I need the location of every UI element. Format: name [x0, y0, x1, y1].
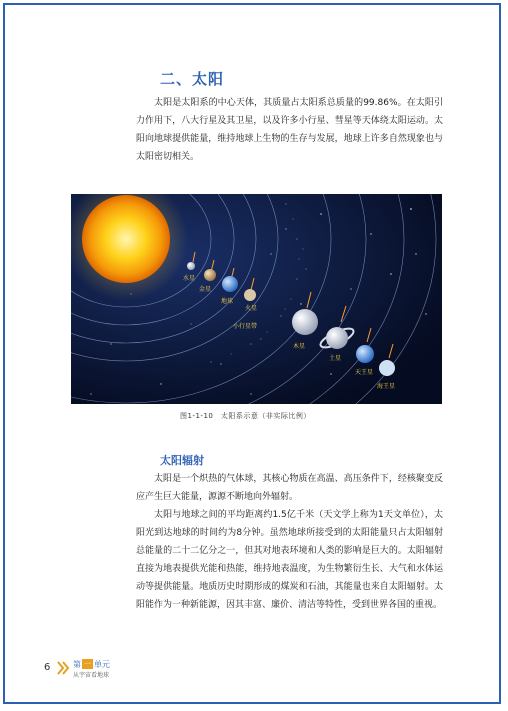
chevron-right-icon — [56, 658, 70, 678]
label-asteroid-belt: 小行星带 — [233, 323, 258, 330]
solar-system-figure — [71, 194, 442, 404]
label-uranus: 天王星 — [355, 369, 374, 376]
solar-system-illustration — [71, 194, 442, 404]
mercury-planet — [187, 262, 195, 270]
label-mercury: 水星 — [183, 275, 196, 282]
venus-planet — [204, 269, 216, 281]
label-jupiter: 木星 — [293, 343, 306, 350]
neptune-planet — [379, 360, 395, 376]
unit-number: 一 — [84, 660, 91, 668]
page-number: 6 — [44, 662, 51, 673]
earth-planet — [222, 276, 238, 292]
mars-planet — [244, 289, 256, 301]
subsection-title: 太阳辐射 — [160, 454, 204, 467]
unit-label — [73, 659, 110, 670]
label-venus: 金星 — [199, 286, 212, 293]
uranus-planet — [356, 345, 374, 363]
radiation-paragraph-1: 太阳是一个炽热的气体球，其核心物质在高温、高压条件下，经核聚变反应产生巨大能量，源源不断地向外辐射。 — [136, 474, 443, 502]
intro-paragraph: 太阳是太阳系的中心天体，其质量占太阳系总质量的99.86%。在太阳引力作用下，八大行星及其卫星，以及许多小行星、彗星等天体绕太阳运动。太阳向地球提供能量，维持地球上生物的生存与发展，地球上许多自然现象也与太阳密切相关。 — [136, 98, 443, 162]
jupiter-planet — [292, 309, 318, 335]
unit-suffix: 单元 — [94, 660, 110, 669]
label-saturn: 土星 — [329, 355, 342, 362]
label-neptune: 海王星 — [377, 383, 396, 390]
label-earth: 地球 — [221, 298, 234, 305]
unit-prefix: 第 — [73, 660, 81, 669]
label-mars: 火星 — [245, 305, 258, 312]
saturn-planet — [326, 327, 348, 349]
section-title: 二、太阳 — [160, 70, 225, 88]
figure-caption: 图1-1-10 太阳系示意（非实际比例） — [180, 412, 311, 420]
radiation-paragraph-2: 太阳与地球之间的平均距离约1.5亿千米（天文学上称为1天文单位），太阳光到达地球的时间约为8分钟。虽然地球所接受到的太阳能量只占太阳辐射总能量的二十二亿分之一，但其对地表环境和人类的影响是巨大的。太阳辐射直接为地表提供光能和热能，维持地表温度，为生物繁衍生长、大气和水体运动等提供能量。地质历史时期形成的煤炭和石油，其能量也来自太阳辐射。太阳能作为一种新能源，因其丰富、廉价、清洁等特性，受到世界各国的重视。 — [136, 510, 443, 610]
unit-subtitle: 从宇宙看地球 — [73, 672, 110, 679]
